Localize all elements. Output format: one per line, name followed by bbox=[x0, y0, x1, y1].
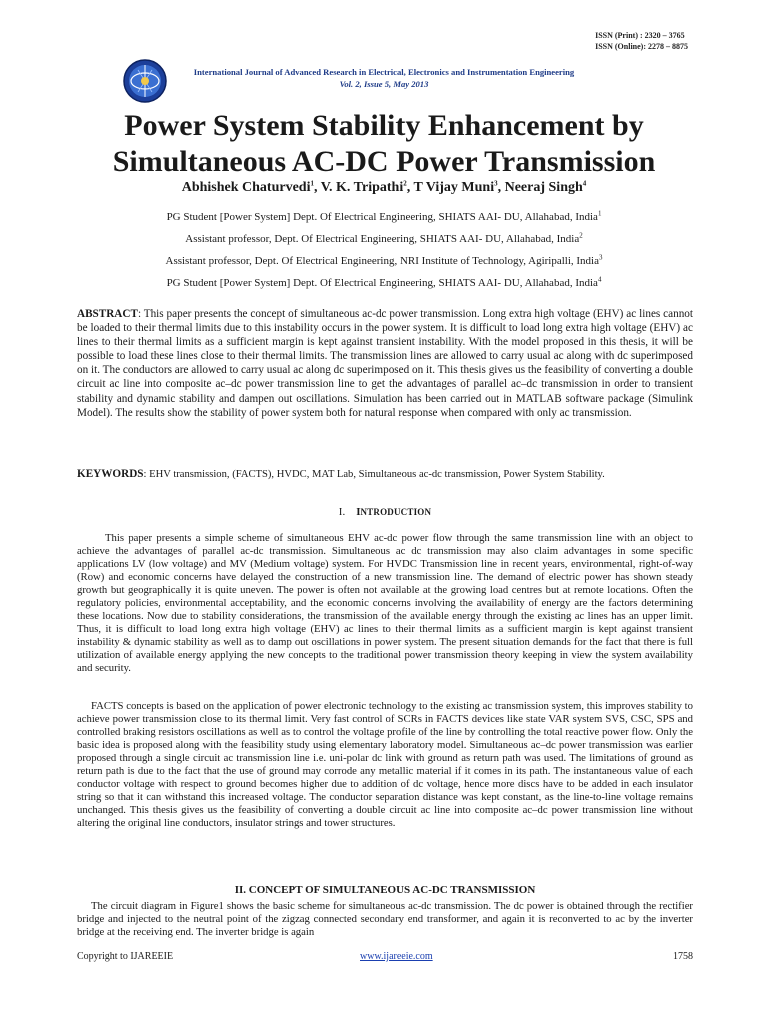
journal-volume: Vol. 2, Issue 5, May 2013 bbox=[339, 79, 429, 89]
journal-name: International Journal of Advanced Research in Electrical, Electronics and Instrumentation Engineering bbox=[193, 67, 575, 77]
affiliation-sup: 4 bbox=[597, 275, 602, 284]
section-title-initial: I bbox=[356, 506, 361, 518]
affiliation bbox=[60, 228, 708, 250]
keywords-label: KEYWORDS bbox=[77, 468, 144, 480]
author-name: V. K. Tripathi bbox=[320, 180, 404, 195]
affiliation-sup: 3 bbox=[599, 253, 603, 262]
abstract-text: : This paper presents the concept of simultaneous ac-dc power transmission. Long extra high voltage (EHV) ac lines cannot be loaded to their thermal limits due to this instability occurs in the power system. It is difficult to load long extra high voltage (EHV) ac lines to their thermal limits as a sufficient margin is kept against transient instability. With the model proposed in this thesis, it will be possible to load these lines close to their thermal limits. The transmission lines are allowed to carry usual ac along with dc superimposed on it. The conductors are allowed to carry usual ac along dc superimposed on it. This thesis gives us the feasibility of converting a double circuit ac line into composite ac–dc power transmission line to get the advantages of parallel ac–dc transmission in order to transient stability and dynamic stability and dampen out oscillations. Simulation has been carried out in MATLAB software package (Simulink Model). The results show the stability of power system both for natural response when compared with only ac transmission. bbox=[77, 308, 693, 419]
author-sup: 2 bbox=[403, 179, 407, 188]
section-heading-introduction bbox=[77, 506, 693, 518]
affiliation-sup: 1 bbox=[597, 209, 602, 218]
body-paragraph: This paper presents a simple scheme of simultaneous EHV ac-dc power flow through the same transmission line with an object to achieve the advantages of parallel ac-dc transmission. Simultaneous ac dc transmission may also claim advantages in some specific applications LV (low voltage) and MV (Medium voltage) system. For HVDC Transmission line in recent years, environmental, right-of-way (Row) and economic concerns have delayed the construction of a new transmission line. The demand of electric power has shown steady growth but geographically it is quite uneven. The power is often not available at the growing load centres but at remote locations. Often the regulatory policies, environmental acceptability, and the economic concerns involving the availability of energy are the factors determining these locations. Now due to stability considerations, the transmission of the available energy through the existing ac lines has an upper limit. Thus, it is difficult to load long extra high voltage (EHV) ac lines to their thermal limits as a sufficient margin is kept against transient instability & dynamic stability as well as to damp out oscillations in power system. The present situation demands for the fact that there is full utilization of available energy applying the new concepts to the traditional power transmission theory keeping in view the system availability and security. bbox=[77, 532, 693, 675]
journal-logo-icon bbox=[122, 58, 168, 104]
author-sup: 4 bbox=[582, 179, 587, 188]
author-sup: 3 bbox=[494, 179, 498, 188]
title-line-1: Power System Stability Enhancement by bbox=[124, 109, 644, 142]
paper-title bbox=[60, 108, 708, 180]
affiliation-text: PG Student [Power System] Dept. Of Electrical Engineering, SHIATS AAI- DU, Allahabad, India bbox=[166, 211, 598, 223]
body-paragraph: The circuit diagram in Figure1 shows the basic scheme for simultaneous ac-dc transmission. The dc power is obtained through the rectifier bridge and injected to the neutral point of the zigzag connected secondary end transformer, and again it is reconverted to ac by the inverter bridge at the receiving end. The inverter bridge is again bbox=[77, 900, 693, 939]
affiliation bbox=[60, 250, 708, 272]
section-heading-concept: II. CONCEPT OF SIMULTANEOUS AC-DC TRANSMISSION bbox=[234, 884, 536, 896]
journal-header bbox=[168, 66, 600, 90]
issn-online: ISSN (Online): 2278 – 8875 bbox=[595, 42, 688, 51]
abstract-label: ABSTRACT bbox=[77, 308, 138, 320]
footer-copyright: Copyright to IJAREEIE bbox=[77, 951, 174, 962]
affiliation-text: PG Student [Power System] Dept. Of Electrical Engineering, SHIATS AAI- DU, Allahabad, India bbox=[166, 277, 598, 289]
footer-page-number: 1758 bbox=[673, 951, 693, 962]
author-name: Neeraj Singh bbox=[504, 180, 583, 195]
keywords-text: : EHV transmission, (FACTS), HVDC, MAT Lab, Simultaneous ac-dc transmission, Power System Stability. bbox=[143, 469, 605, 480]
affiliation bbox=[60, 206, 708, 228]
body-paragraph: FACTS concepts is based on the application of power electronic technology to the existing ac transmission system, this improves stability to achieve power transmission close to its thermal limit. Very fast control of SCRs in FACTS devices like state VAR system SVS, CSC, SPS and controlled braking resistors oscillations as well as to control the voltage profile of the line by controlling the total reactive power flow. Only the basic idea is proposed along with the feasibility study using elementary laboratory model. Simultaneous ac–dc power transmission was earlier proposed through a single circuit ac transmission line i.e. uni-polar dc link with ground as return path was used. The limitations of ground as return path is due to the fact that the use of ground may corrode any metallic material if it comes in its path. The instantaneous value of each conductor voltage with respect to ground becomes higher due to addition of dc voltage, hence more discs have to be added in each insulator string so that it can withstand this increased voltage. The conductor separation distance was kept constant, as the line-to-line voltage remains unchanged. This thesis gives us the feasibility of converting a double circuit ac line into composite ac–dc power transmission line without altering the original line conductors, insulator strings and tower structures. bbox=[77, 700, 693, 830]
section-title-rest: NTRODUCTION bbox=[360, 507, 432, 517]
issn-block bbox=[595, 30, 688, 52]
keywords bbox=[77, 467, 693, 482]
title-line-2: Simultaneous AC-DC Power Transmission bbox=[112, 145, 656, 178]
abstract bbox=[77, 307, 693, 420]
affiliation-text: Assistant professor, Dept. Of Electrical Engineering, SHIATS AAI- DU, Allahabad, India bbox=[185, 233, 580, 245]
affiliation-text: Assistant professor, Dept. Of Electrical Engineering, NRI Institute of Technology, Agiripalli, India bbox=[165, 255, 599, 267]
affiliation-list bbox=[60, 206, 708, 294]
author-sup: 1 bbox=[310, 179, 314, 188]
issn-print: ISSN (Print) : 2320 – 3765 bbox=[595, 31, 685, 40]
author-list: Abhishek Chaturvedi$^1$, V. K. Tripathi$^2$, T Vijay Muni$^3$, Neeraj Singh$^4$ bbox=[181, 179, 587, 195]
author-name: Abhishek Chaturvedi bbox=[181, 180, 311, 195]
affiliation-sup: 2 bbox=[579, 231, 583, 240]
affiliation bbox=[60, 272, 708, 294]
section-number: I. bbox=[338, 506, 346, 518]
author-name: T Vijay Muni bbox=[413, 180, 495, 195]
footer-url-link[interactable]: www.ijareeie.com bbox=[360, 951, 433, 962]
